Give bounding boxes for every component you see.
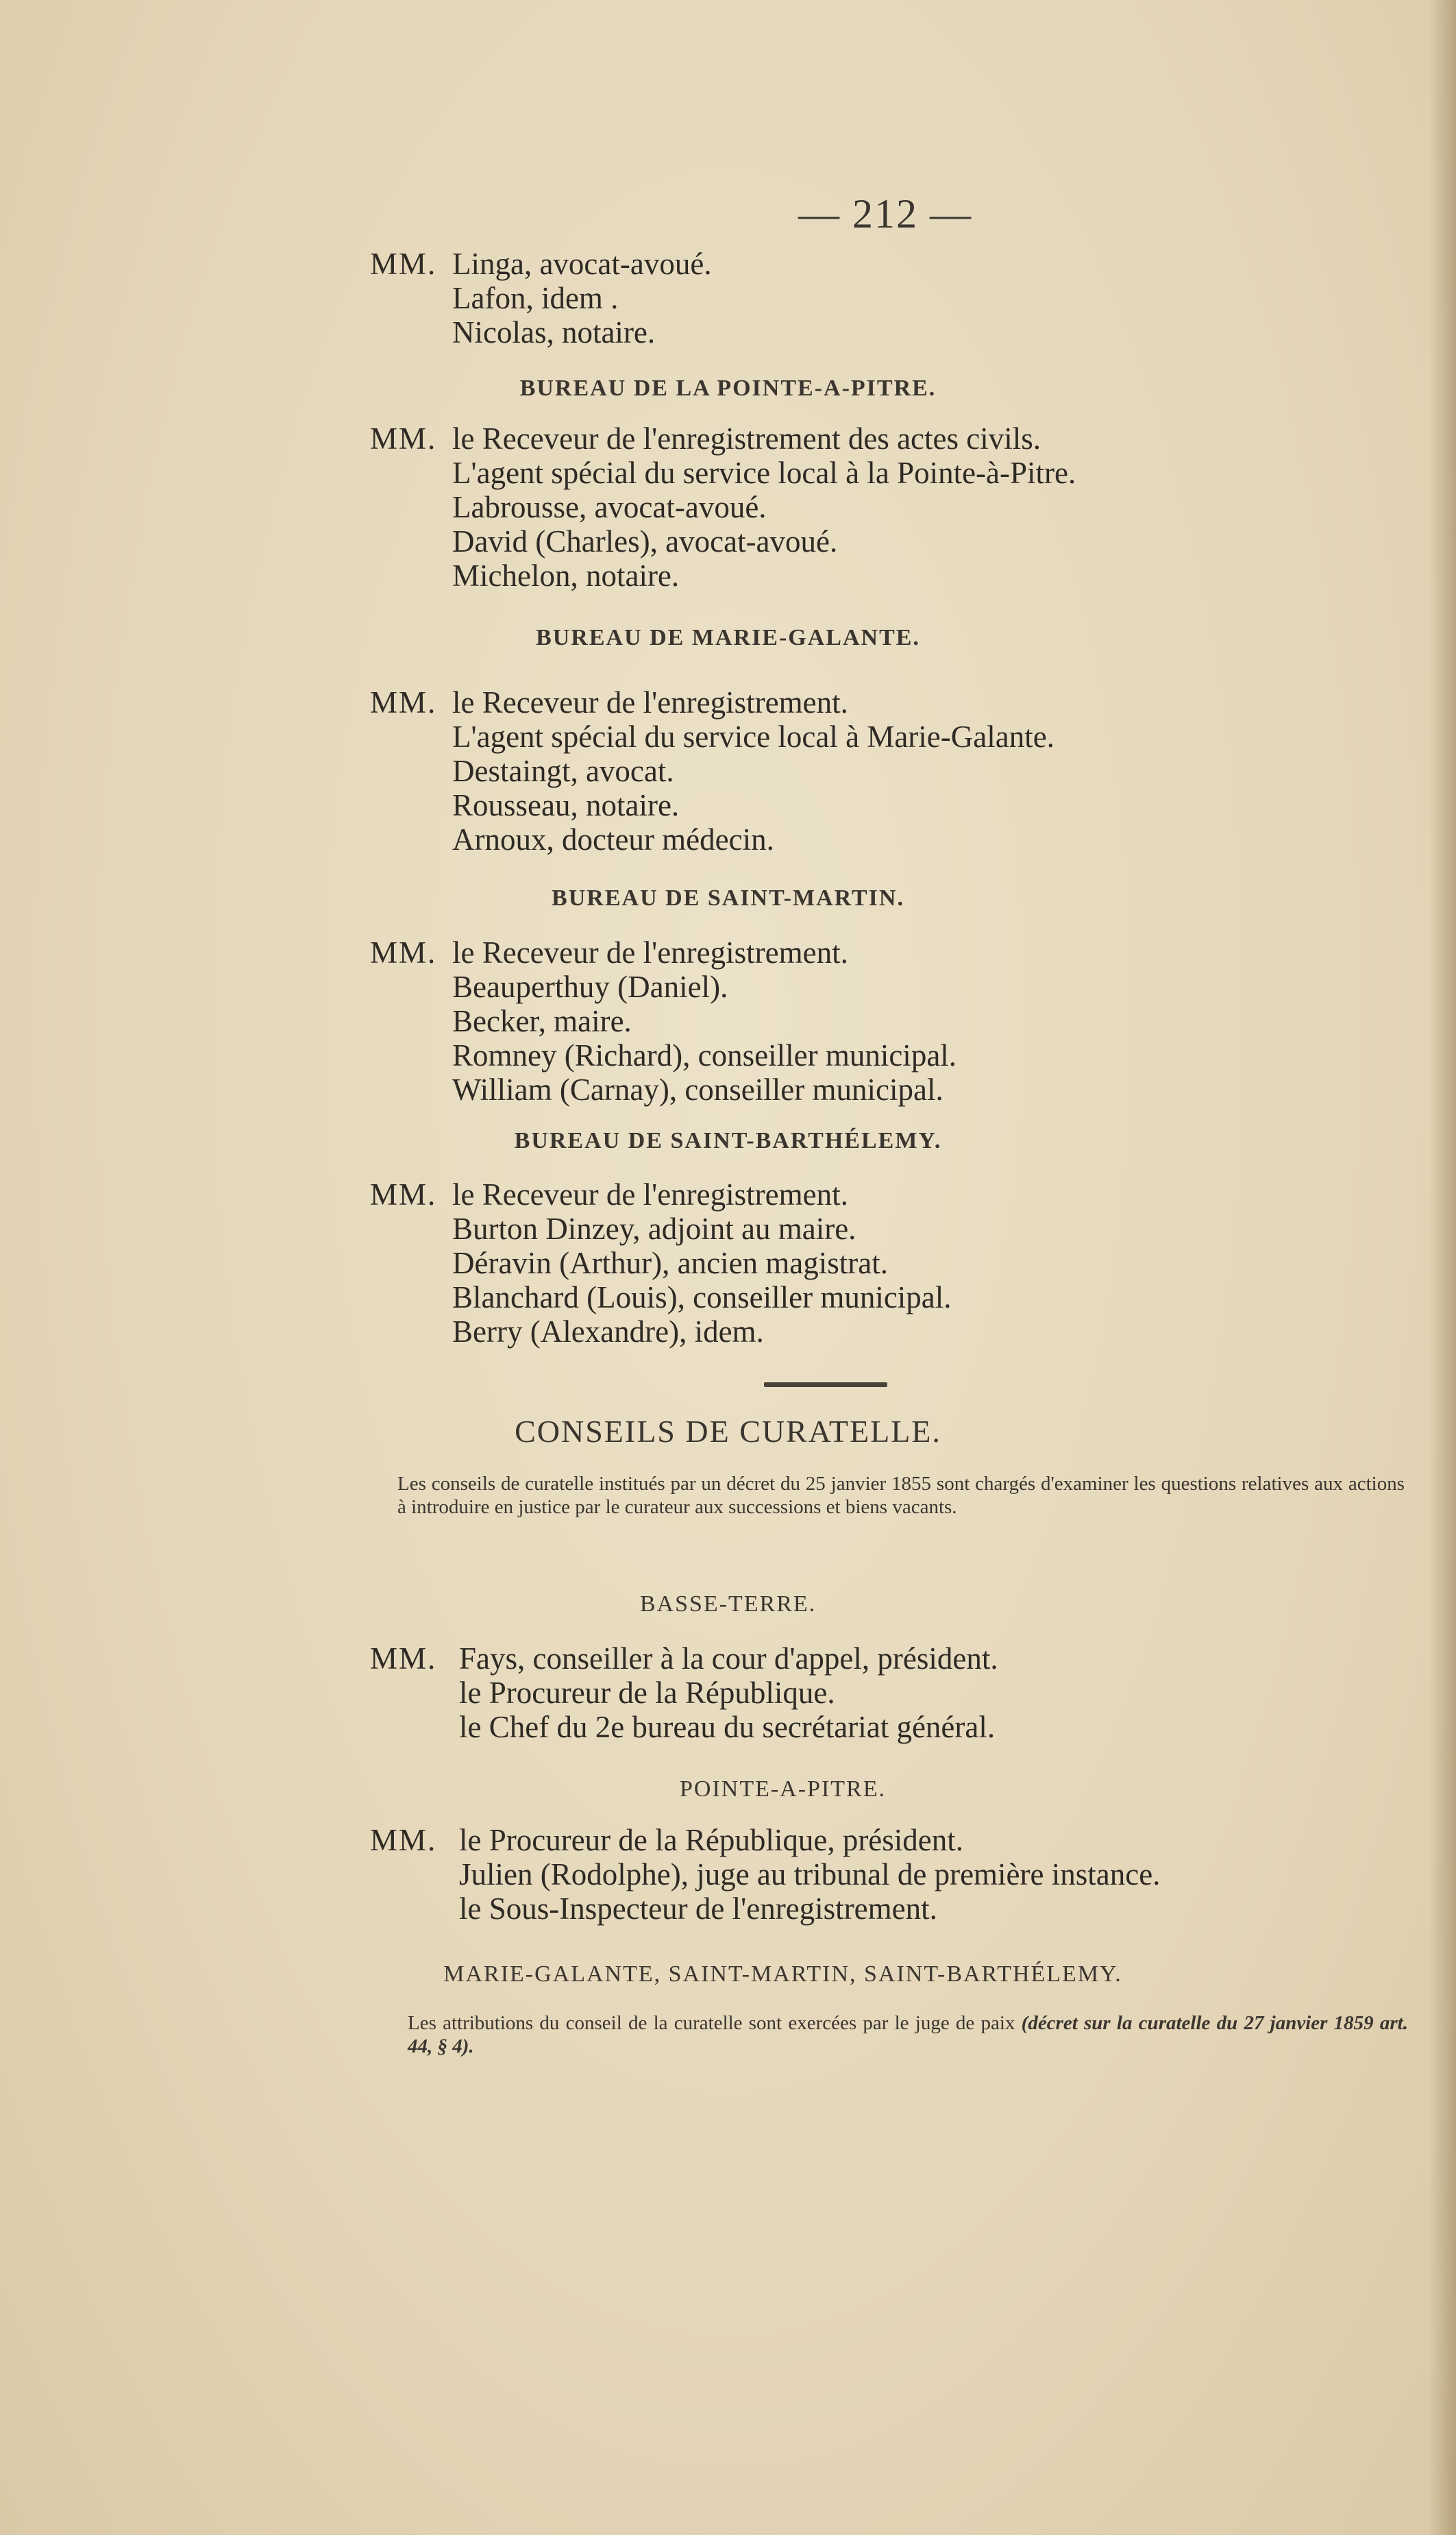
name-line: Julien (Rodolphe), juge au tribunal de première instance. (459, 1857, 1161, 1891)
name-line: Lafon, idem . (452, 281, 619, 315)
name-line: Michelon, notaire. (452, 559, 680, 593)
council-heading: MARIE-GALANTE, SAINT-MARTIN, SAINT-BARTHÉLEMY. (443, 1961, 1122, 1987)
name-line: Beauperthuy (Daniel). (452, 970, 728, 1004)
page-number: — 212 — (798, 191, 972, 236)
intro-paragraph: Les conseils de curatelle institués par un décret du 25 janvier 1855 sont chargés d'examiner les questions relatives aux actions à introduire en justice par le curateur aux successions et biens vacants. (397, 1473, 1405, 1518)
council-names (459, 1823, 1160, 1926)
mm-label: MM. (370, 247, 437, 281)
name-line: Linga, avocat-avoué. (452, 247, 712, 281)
bureau-names (452, 421, 1076, 593)
mm-label: MM. (370, 421, 437, 456)
name-line: Nicolas, notaire. (452, 315, 656, 350)
intro-names (452, 247, 712, 350)
name-line: L'agent spécial du service local à la Pointe-à-Pitre. (452, 456, 1076, 490)
name-line: Becker, maire. (452, 1004, 632, 1038)
name-line: Fays, conseiller à la cour d'appel, président. (459, 1641, 998, 1676)
name-line: Rousseau, notaire. (452, 788, 680, 822)
closing-paragraph (408, 2011, 1408, 2058)
bureau-heading: BUREAU DE SAINT-MARTIN. (552, 885, 904, 911)
name-line: Destaingt, avocat. (452, 754, 674, 788)
bureau-names (452, 1177, 952, 1349)
name-line: le Procureur de la République. (459, 1676, 835, 1710)
council-heading: POINTE-A-PITRE. (679, 1776, 887, 1802)
mm-label: MM. (370, 685, 437, 720)
council-heading: BASSE-TERRE. (639, 1591, 817, 1617)
name-line: le Receveur de l'enregistrement des actes civils. (452, 421, 1041, 456)
name-line: le Sous-Inspecteur de l'enregistrement. (459, 1891, 937, 1926)
name-line: Blanchard (Louis), conseiller municipal. (452, 1280, 952, 1314)
name-line: le Receveur de l'enregistrement. (452, 685, 848, 720)
decree-reference: (décret sur la curatelle du 27 janvier 1859 art. 44, § 4). (408, 2012, 1408, 2057)
name-line: Arnoux, docteur médecin. (452, 822, 774, 857)
name-line: Déravin (Arthur), ancien magistrat. (452, 1246, 888, 1280)
mm-label: MM. (370, 1177, 437, 1212)
name-line: Berry (Alexandre), idem. (452, 1314, 764, 1349)
name-line: Labrousse, avocat-avoué. (452, 490, 767, 524)
council-names (459, 1641, 998, 1744)
section-divider (764, 1382, 887, 1387)
mm-label: MM. (370, 1641, 437, 1676)
bureau-heading: BUREAU DE SAINT-BARTHÉLEMY. (514, 1128, 942, 1153)
name-line: le Chef du 2e bureau du secrétariat général. (459, 1710, 996, 1744)
mm-label: MM. (370, 935, 437, 970)
name-line: le Receveur de l'enregistrement. (452, 935, 848, 970)
name-line: Burton Dinzey, adjoint au maire. (452, 1212, 856, 1246)
bureau-heading: BUREAU DE LA POINTE-A-PITRE. (519, 376, 937, 401)
name-line: L'agent spécial du service local à Marie-Galante. (452, 720, 1054, 754)
name-line: Romney (Richard), conseiller municipal. (452, 1038, 957, 1073)
closing-text: Les attributions du conseil de la curatelle sont exercées par le juge de paix (408, 2012, 1022, 2034)
mm-label: MM. (370, 1823, 437, 1857)
section-title: CONSEILS DE CURATELLE. (515, 1414, 941, 1449)
name-line: le Procureur de la République, président. (459, 1823, 964, 1857)
bureau-names (452, 935, 957, 1107)
name-line: le Receveur de l'enregistrement. (452, 1177, 848, 1212)
name-line: David (Charles), avocat-avoué. (452, 524, 838, 559)
bureau-heading: BUREAU DE MARIE-GALANTE. (536, 625, 920, 650)
name-line: William (Carnay), conseiller municipal. (452, 1073, 943, 1107)
bureau-names (452, 685, 1054, 857)
